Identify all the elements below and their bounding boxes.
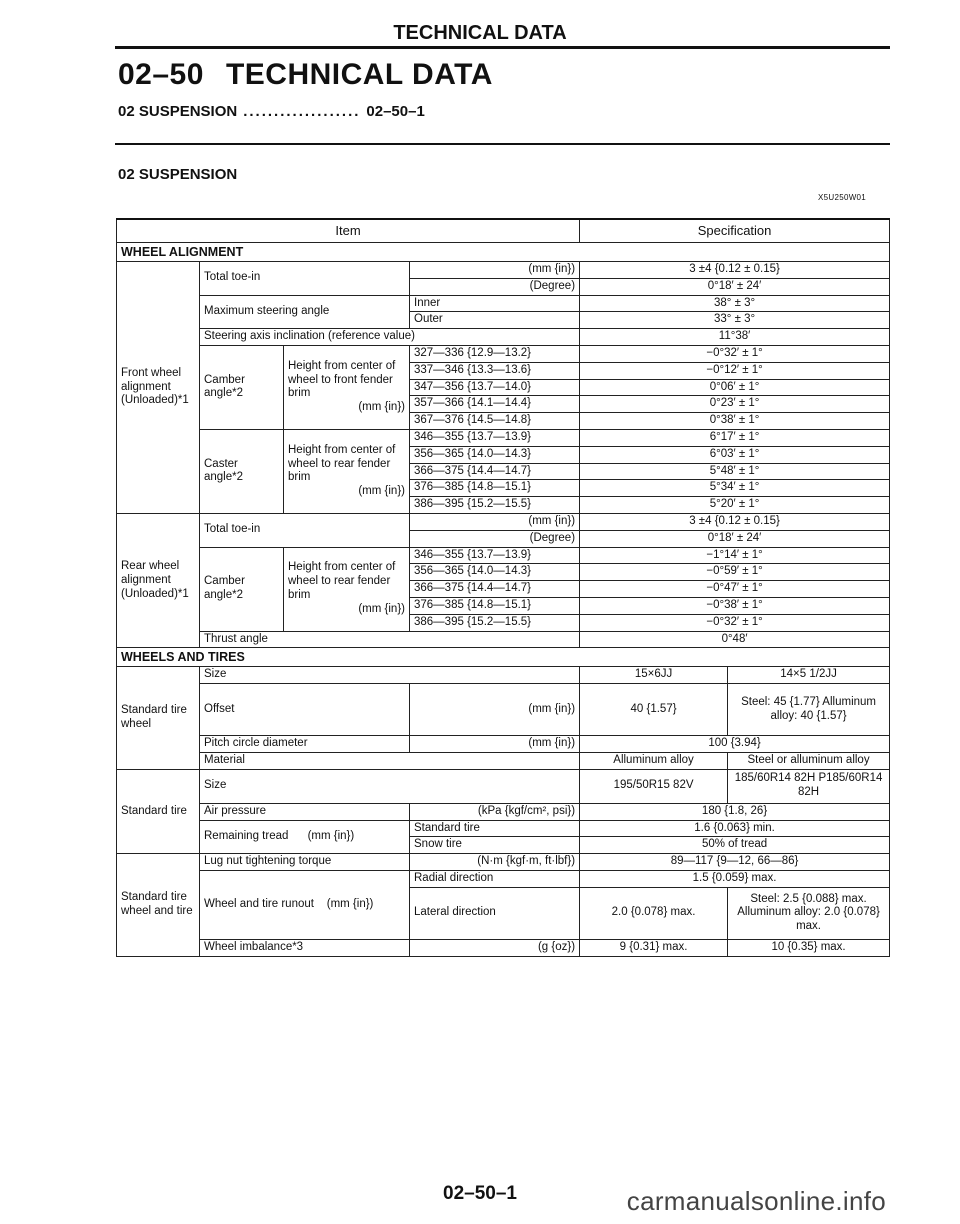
caster-value: 6°03′ ± 1° (580, 446, 890, 463)
height-text: Height from center of wheel to front fender brim (288, 359, 396, 400)
lateral-a: 2.0 {0.078} max. (580, 887, 728, 939)
std-tire-label: Standard tire (117, 769, 200, 853)
unit-label: (mm {in}) (410, 736, 580, 753)
tread-std-label: Standard tire (410, 820, 580, 837)
size-label: Size (200, 769, 580, 803)
runout-unit: (mm {in}) (326, 897, 374, 910)
sai-label: Steering axis inclination (reference value) (200, 329, 580, 346)
rear-camber-value: −0°32′ ± 1° (580, 614, 890, 631)
thrust-value: 0°48′ (580, 631, 890, 648)
caster-value: 5°34′ ± 1° (580, 480, 890, 497)
section-row (117, 243, 890, 262)
height-range: 347—356 {13.7—14.0} (410, 379, 580, 396)
table-row (117, 803, 890, 820)
height-range: 376—385 {14.8—15.1} (410, 480, 580, 497)
table-row (117, 631, 890, 648)
page-number: 02–50–1 (443, 1183, 517, 1204)
height-range: 337—346 {13.3—13.6} (410, 362, 580, 379)
page-title (118, 58, 493, 92)
camber-value: 0°23′ ± 1° (580, 396, 890, 413)
table-row (117, 752, 890, 769)
offset-b: Steel: 45 {1.77} Alluminum alloy: 40 {1.57} (728, 684, 890, 736)
height-range: 367—376 {14.5—14.8} (410, 413, 580, 430)
lug-value: 89—117 {9—12, 66—86} (580, 854, 890, 871)
height-range: 346—355 {13.7—13.9} (410, 429, 580, 446)
inner-label: Inner (410, 295, 580, 312)
table-row (117, 736, 890, 753)
rear-camber-value: −0°47′ ± 1° (580, 581, 890, 598)
pcd-value: 100 {3.94} (580, 736, 890, 753)
lateral-b: Steel: 2.5 {0.088} max. Alluminum alloy: 2.0 {0.078} max. (728, 887, 890, 939)
height-range: 386—395 {15.2—15.5} (410, 497, 580, 514)
tread-label (200, 820, 410, 854)
camber-value: −0°32′ ± 1° (580, 345, 890, 362)
front-camber-label: Camber angle*2 (200, 345, 284, 429)
front-height-label (284, 345, 410, 429)
rear-toe-label: Total toe-in (200, 513, 410, 547)
material-label: Material (200, 752, 580, 769)
watermark: carmanualsonline.info (626, 1186, 886, 1216)
camber-value: 0°06′ ± 1° (580, 379, 890, 396)
radial-label: Radial direction (410, 870, 580, 887)
wheels-tires-title: WHEELS AND TIRES (117, 648, 890, 667)
table-row (117, 820, 890, 837)
unit-label: (Degree) (410, 278, 580, 295)
imbalance-unit: (g {oz}) (410, 939, 580, 956)
toc-label: 02 SUSPENSION (118, 103, 238, 120)
header-rule (115, 46, 890, 49)
front-toe-deg: 0°18′ ± 24′ (580, 278, 890, 295)
table-row (117, 684, 890, 736)
unit-label: (mm {in}) (410, 513, 580, 530)
height-range: 346—355 {13.7—13.9} (410, 547, 580, 564)
table-row (117, 870, 890, 887)
tread-unit: (mm {in}) (307, 829, 355, 842)
max-steer-label: Maximum steering angle (200, 295, 410, 329)
runout-text: Wheel and tire runout (204, 897, 314, 910)
table-row (117, 262, 890, 279)
tread-text: Remaining tread (204, 829, 289, 842)
rear-height-label (284, 429, 410, 513)
table-row (117, 854, 890, 871)
material-a: Alluminum alloy (580, 752, 728, 769)
steer-outer-value: 33° ± 3° (580, 312, 890, 329)
height-text: Height from center of wheel to rear fender brim (288, 561, 396, 602)
material-b: Steel or alluminum alloy (728, 752, 890, 769)
camber-value: 0°38′ ± 1° (580, 413, 890, 430)
height-text: Height from center of wheel to rear fender brim (288, 443, 396, 484)
wheel-alignment-title: WHEEL ALIGNMENT (117, 243, 890, 262)
height-range: 386—395 {15.2—15.5} (410, 614, 580, 631)
unit-label: (mm {in}) (410, 262, 580, 279)
table-row (117, 939, 890, 956)
height-unit: (mm {in}) (358, 401, 405, 414)
caster-value: 5°48′ ± 1° (580, 463, 890, 480)
offset-label: Offset (200, 684, 410, 736)
lateral-label: Lateral direction (410, 887, 580, 939)
thrust-label: Thrust angle (200, 631, 580, 648)
height-range: 366—375 {14.4—14.7} (410, 581, 580, 598)
section-row (117, 648, 890, 667)
pcd-label: Pitch circle diameter (200, 736, 410, 753)
radial-value: 1.5 {0.059} max. (580, 870, 890, 887)
caster-value: 6°17′ ± 1° (580, 429, 890, 446)
std-wheel-label: Standard tire wheel (117, 667, 200, 769)
tread-std-value: 1.6 {0.063} min. (580, 820, 890, 837)
rear-wheel-label: Rear wheel alignment (Unloaded)*1 (117, 513, 200, 647)
steer-inner-value: 38° ± 3° (580, 295, 890, 312)
air-pressure-label: Air pressure (200, 803, 410, 820)
toc-page: 02–50–1 (366, 103, 425, 120)
table-row (117, 769, 890, 803)
imbalance-b: 10 {0.35} max. (728, 939, 890, 956)
rear-camber-label: Camber angle*2 (200, 547, 284, 631)
unit-label: (Degree) (410, 530, 580, 547)
caster-label: Caster angle*2 (200, 429, 284, 513)
unit-label: (mm {in}) (410, 684, 580, 736)
air-value: 180 {1.8, 26} (580, 803, 890, 820)
imbalance-label: Wheel imbalance*3 (200, 939, 410, 956)
table-row (117, 429, 890, 446)
height-range: 366—375 {14.4—14.7} (410, 463, 580, 480)
section-number: 02–50 (118, 58, 204, 91)
toc-entry[interactable] (118, 103, 425, 120)
imbalance-a: 9 {0.31} max. (580, 939, 728, 956)
rear-toe-deg: 0°18′ ± 24′ (580, 530, 890, 547)
rear-toe-mm: 3 ±4 {0.12 ± 0.15} (580, 513, 890, 530)
table-row (117, 667, 890, 684)
front-wheel-label: Front wheel alignment (Unloaded)*1 (117, 262, 200, 514)
running-header: TECHNICAL DATA (393, 22, 567, 44)
toc-dots: ................... (243, 103, 361, 120)
table-row (117, 547, 890, 564)
tire-size-a: 195/50R15 82V (580, 769, 728, 803)
tread-snow-label: Snow tire (410, 837, 580, 854)
tire-size-b: 185/60R14 82H P185/60R14 82H (728, 769, 890, 803)
table-row (117, 295, 890, 312)
lug-unit: (N·m {kgf·m, ft·lbf}) (410, 854, 580, 871)
tread-snow-value: 50% of tread (580, 837, 890, 854)
spec-table (116, 218, 890, 957)
camber-value: −0°12′ ± 1° (580, 362, 890, 379)
rear-camber-height-label (284, 547, 410, 631)
header-spec: Specification (580, 219, 890, 243)
toc-rule (115, 143, 890, 145)
wheel-size-b: 14×5 1/2JJ (728, 667, 890, 684)
height-unit: (mm {in}) (358, 485, 405, 498)
caster-value: 5°20′ ± 1° (580, 497, 890, 514)
section-heading: 02 SUSPENSION (118, 166, 238, 183)
outer-label: Outer (410, 312, 580, 329)
runout-label (200, 870, 410, 939)
rear-camber-value: −0°59′ ± 1° (580, 564, 890, 581)
height-range: 356—365 {14.0—14.3} (410, 446, 580, 463)
swt-label: Standard tire wheel and tire (117, 854, 200, 956)
height-unit: (mm {in}) (358, 602, 405, 615)
header-item: Item (117, 219, 580, 243)
height-range: 327—336 {12.9—13.2} (410, 345, 580, 362)
lug-label: Lug nut tightening torque (200, 854, 410, 871)
rear-camber-value: −0°38′ ± 1° (580, 597, 890, 614)
figure-code: X5U250W01 (818, 193, 867, 202)
height-range: 356—365 {14.0—14.3} (410, 564, 580, 581)
rear-camber-value: −1°14′ ± 1° (580, 547, 890, 564)
front-toe-mm: 3 ±4 {0.12 ± 0.15} (580, 262, 890, 279)
height-range: 357—366 {14.1—14.4} (410, 396, 580, 413)
table-row (117, 513, 890, 530)
table-row (117, 329, 890, 346)
size-label: Size (200, 667, 580, 684)
sai-value: 11°38′ (580, 329, 890, 346)
air-unit: (kPa {kgf/cm², psi}) (410, 803, 580, 820)
table-row (117, 345, 890, 362)
wheel-size-a: 15×6JJ (580, 667, 728, 684)
title-text: TECHNICAL DATA (225, 58, 493, 91)
height-range: 376—385 {14.8—15.1} (410, 597, 580, 614)
offset-a: 40 {1.57} (580, 684, 728, 736)
front-toe-label: Total toe-in (200, 262, 410, 296)
table-header-row (117, 219, 890, 243)
